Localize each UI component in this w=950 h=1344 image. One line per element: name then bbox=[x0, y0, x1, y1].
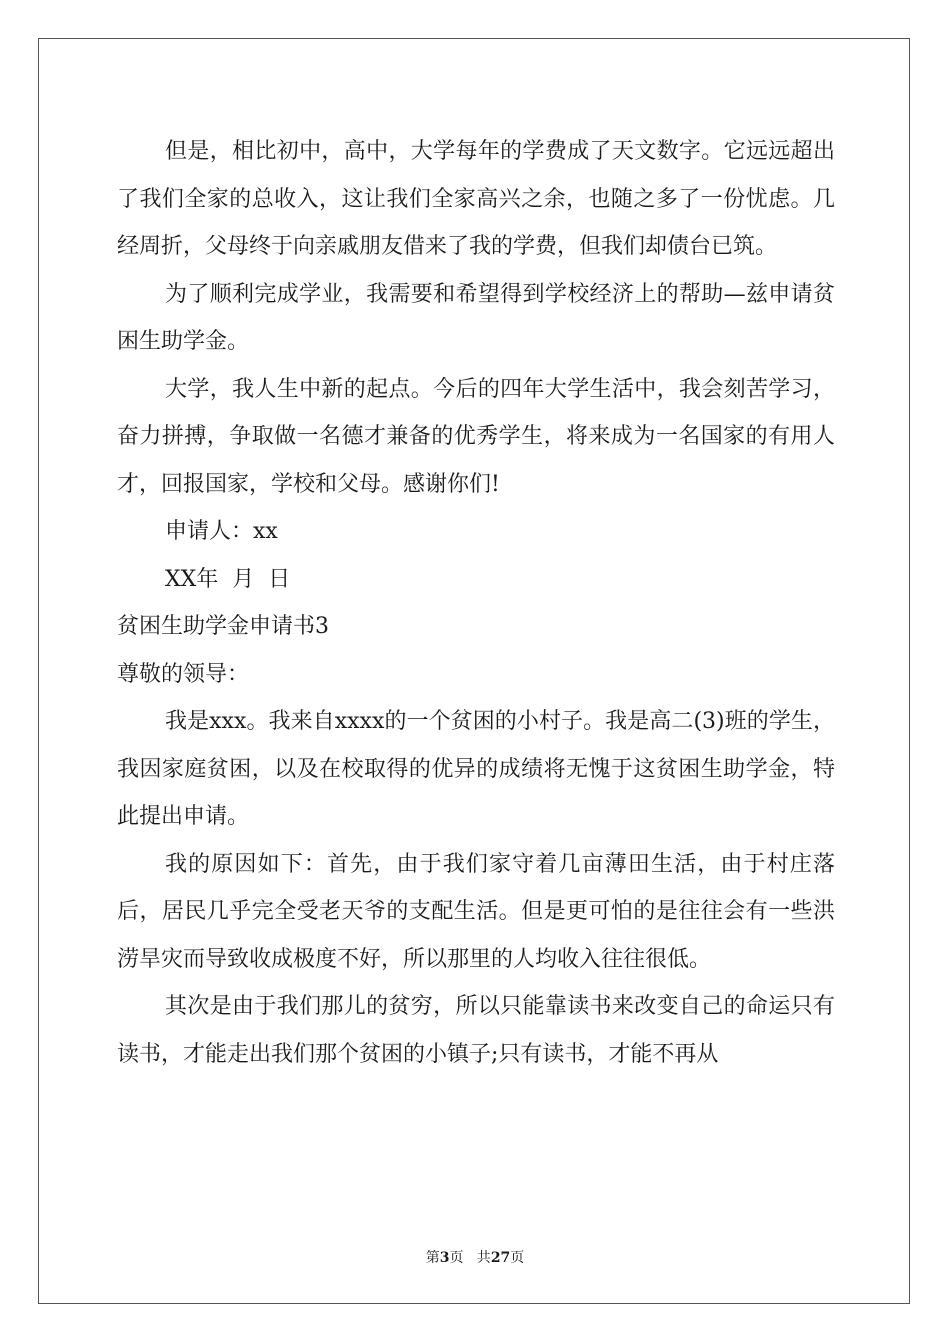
footer-prefix: 第 bbox=[425, 1250, 440, 1266]
footer-suffix: 页 bbox=[510, 1250, 525, 1266]
applicant-line: 申请人：xx bbox=[165, 519, 278, 544]
date-line: XX年 月 日 bbox=[165, 566, 291, 592]
paragraph-request: 为了顺利完成学业，我需要和希望得到学校经济上的帮助—兹申请贫困生助学金。 bbox=[117, 281, 835, 354]
paragraph-tuition: 但是，相比初中，高中，大学每年的学费成了天文数字。它远远超出了我们全家的总收入，这让我们全家高兴之余，也随之多了一份忧虑。几经周折，父母终于向亲戚朋友借来了我的学费，但我们却债台已筑。 bbox=[117, 139, 835, 259]
page-footer bbox=[0, 1247, 950, 1267]
paragraph-introduction: 我是xxx。我来自xxxx的一个贫困的小村子。我是高二(3)班的学生，我因家庭贫困，以及在校取得的优异的成绩将无愧于这贫困生助学金，特此提出申请。 bbox=[117, 709, 835, 829]
document-body bbox=[117, 128, 835, 1078]
salutation: 尊敬的领导： bbox=[117, 661, 250, 687]
footer-middle: 页 共 bbox=[449, 1250, 491, 1266]
paragraph-secondly: 其次是由于我们那儿的贫穷，所以只能靠读书来改变自己的命运只有读书，才能走出我们那个贫困的小镇子;只有读书，才能不再从 bbox=[117, 994, 835, 1067]
footer-page-number: 3 bbox=[439, 1250, 450, 1266]
section-title: 贫困生助学金申请书3 bbox=[117, 614, 329, 639]
paragraph-university: 大学，我人生中新的起点。今后的四年大学生活中，我会刻苦学习，奋力拼搏，争取做一名德才兼备的优秀学生，将来成为一名国家的有用人才，回报国家，学校和父母。感谢你们! bbox=[117, 376, 835, 497]
paragraph-reasons: 我的原因如下：首先，由于我们家守着几亩薄田生活，由于村庄落后，居民几乎完全受老天爷的支配生活。但是更可怕的是往往会有一些洪涝旱灾而导致收成极度不好，所以那里的人均收入往往很低。 bbox=[117, 851, 835, 972]
footer-total-pages: 27 bbox=[490, 1250, 511, 1266]
